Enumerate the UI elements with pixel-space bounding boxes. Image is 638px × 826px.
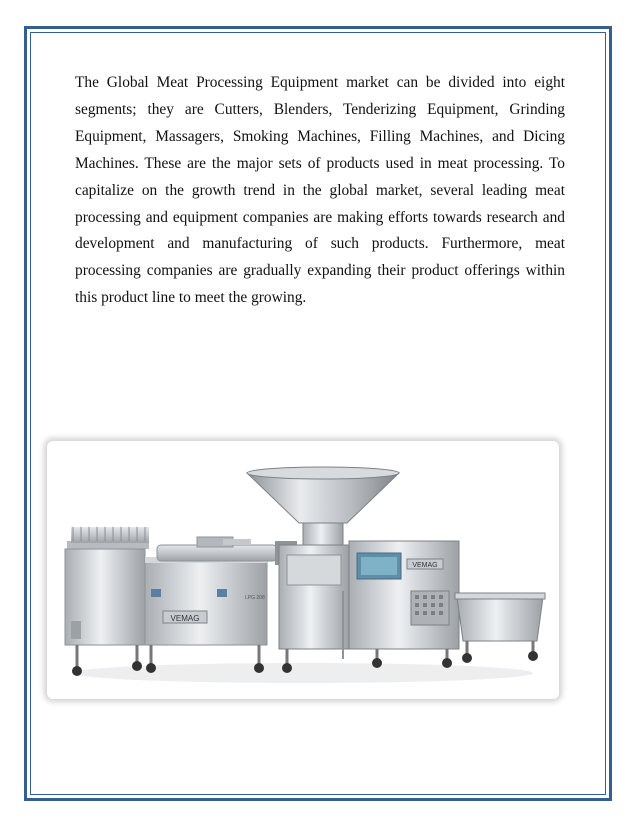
brand-label-1: VEMAG: [170, 614, 200, 623]
brand-label-2: VEMAG: [412, 562, 438, 569]
machine-illustration: [47, 441, 559, 699]
left-conveyor-machine: [65, 527, 149, 676]
body-paragraph: The Global Meat Processing Equipment market can be divided into eight segments; they are Cutters, Blenders, Tenderizing Equipment, Grinding Equipment, Massagers, Smoking Machines, Filling Machines, and Dicing Machines. These are the major sets of products used in meat processing. To capitalize on the growth trend in the global market, several leading meat processing and equipment companies are making efforts towards research and development and manufacturing of such products. Furthermore, meat processing companies are gradually expanding their product offerings within this product line to meet the growing.: [75, 74, 565, 307]
meat-trolley: [455, 593, 545, 663]
machine-photo: [47, 441, 559, 699]
hopper-funnel: [247, 467, 399, 545]
filler-body: [279, 541, 459, 673]
stuffing-tube: [157, 537, 297, 565]
model-label: LPG 208: [245, 595, 265, 601]
center-cabinet: [145, 557, 267, 673]
